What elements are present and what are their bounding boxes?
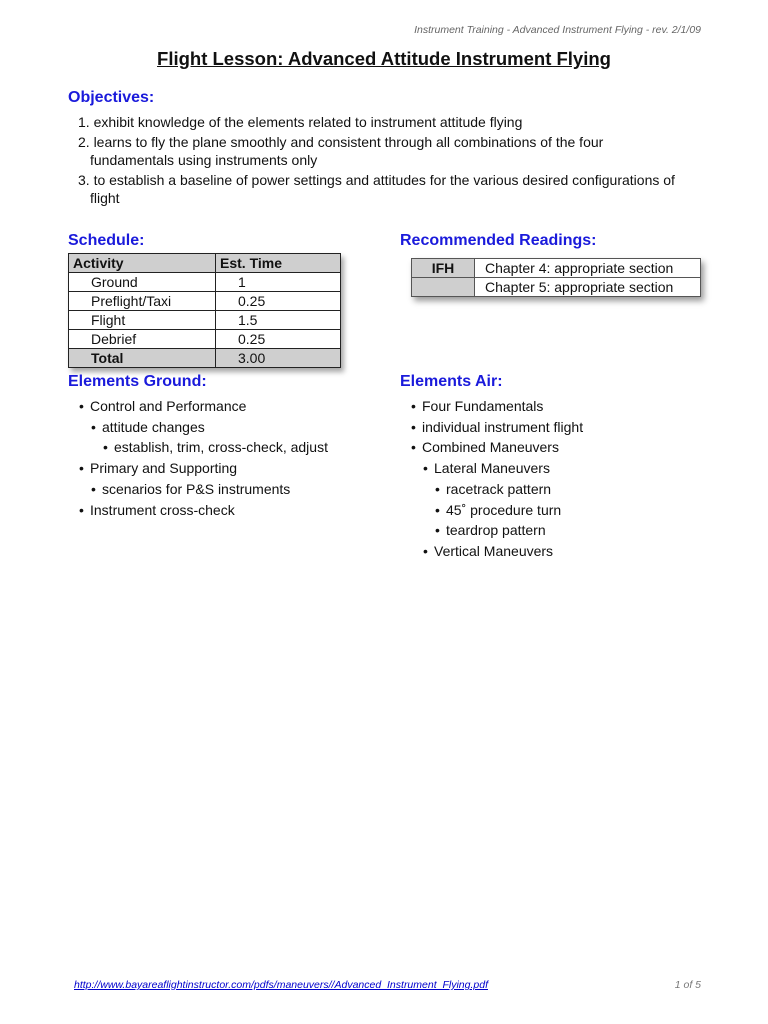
reading-text-cell: Chapter 4: appropriate section (475, 259, 701, 278)
list-item (411, 479, 583, 500)
bullet-icon: • (435, 501, 440, 518)
schedule-total-row (69, 349, 341, 368)
bullet-icon: • (435, 522, 440, 539)
schedule-row (69, 273, 341, 292)
bullet-icon: • (411, 418, 416, 435)
schedule-column-header: Est. Time (216, 254, 341, 273)
list-item (411, 437, 583, 458)
elements-ground-list (79, 396, 328, 520)
objectives-heading: Objectives: (68, 89, 155, 106)
list-item (79, 479, 328, 500)
objectives-list (78, 113, 688, 209)
list-item (79, 458, 328, 479)
schedule-column-header: Activity (69, 254, 216, 273)
schedule-activity-cell: Ground (69, 273, 216, 292)
schedule-row (69, 292, 341, 311)
list-item-text: scenarios for P&S instruments (102, 480, 291, 497)
list-item-text: 45˚ procedure turn (446, 501, 562, 518)
page-title: Flight Lesson: Advanced Attitude Instrument Flying (157, 48, 611, 69)
list-item-text: establish, trim, cross-check, adjust (114, 439, 328, 456)
objective-item: 3. to establish a baseline of power settings and attitudes for the various desired configurations of flight (78, 172, 675, 206)
schedule-time-cell: 1 (216, 273, 341, 292)
schedule-row (69, 311, 341, 330)
list-item-text: Combined Maneuvers (422, 439, 559, 456)
bullet-icon: • (91, 418, 96, 435)
schedule-time-cell: 0.25 (216, 292, 341, 311)
reading-row (412, 278, 701, 297)
list-item-text: Lateral Maneuvers (434, 460, 550, 477)
list-item-text: attitude changes (102, 418, 205, 435)
list-item-text: Primary and Supporting (90, 460, 238, 477)
list-item (411, 458, 583, 479)
schedule-activity-cell: Flight (69, 311, 216, 330)
list-item-text: Vertical Maneuvers (434, 542, 554, 559)
document-header-note: Instrument Training - Advanced Instrument Flying - rev. 2/1/09 (414, 24, 701, 36)
elements-air-heading: Elements Air: (400, 373, 503, 390)
schedule-activity-cell: Preflight/Taxi (69, 292, 216, 311)
list-item (411, 520, 583, 541)
bullet-icon: • (423, 460, 428, 477)
reading-row (412, 259, 701, 278)
list-item (79, 437, 328, 458)
objective-item: 1. exhibit knowledge of the elements related to instrument attitude flying (78, 114, 523, 130)
schedule-time-cell: 0.25 (216, 330, 341, 349)
list-item (79, 417, 328, 438)
bullet-icon: • (423, 542, 428, 559)
list-item (411, 500, 583, 521)
elements-ground-heading: Elements Ground: (68, 373, 207, 390)
reading-source-cell (412, 278, 475, 297)
page-number: 1 of 5 (674, 979, 701, 991)
list-item-text: teardrop pattern (446, 522, 546, 539)
schedule-table (68, 253, 341, 368)
bullet-icon: • (79, 398, 84, 414)
objective-item: 2. learns to fly the plane smoothly and consistent through all combinations of the four fundamentals using instruments only (78, 134, 604, 168)
bullet-icon: • (91, 480, 96, 497)
bullet-icon: • (411, 398, 416, 414)
schedule-header-row (69, 254, 341, 273)
elements-air-list (411, 396, 583, 562)
readings-heading: Recommended Readings: (400, 232, 597, 249)
list-item (79, 396, 328, 417)
schedule-total-time: 3.00 (216, 349, 341, 368)
bullet-icon: • (435, 480, 440, 497)
reading-source-cell: IFH (412, 259, 475, 278)
bullet-icon: • (79, 460, 84, 477)
list-item-text: Instrument cross-check (90, 501, 235, 518)
schedule-total-label: Total (69, 349, 216, 368)
list-item (411, 396, 583, 417)
list-item (79, 500, 328, 521)
bullet-icon: • (103, 439, 108, 456)
list-item-text: racetrack pattern (446, 480, 552, 497)
schedule-heading: Schedule: (68, 232, 145, 249)
footer-source-link[interactable]: http://www.bayareaflightinstructor.com/pdfs/maneuvers//Advanced_Instrument_Flying.pdf (74, 979, 488, 991)
reading-text-cell: Chapter 5: appropriate section (475, 278, 701, 297)
bullet-icon: • (411, 439, 416, 456)
bullet-icon: • (79, 501, 84, 518)
list-item-text: Control and Performance (90, 398, 247, 414)
list-item-text: individual instrument flight (422, 418, 584, 435)
list-item (411, 417, 583, 438)
list-item-text: Four Fundamentals (422, 398, 544, 414)
list-item (411, 541, 583, 562)
schedule-row (69, 330, 341, 349)
schedule-time-cell: 1.5 (216, 311, 341, 330)
schedule-activity-cell: Debrief (69, 330, 216, 349)
readings-table (411, 258, 701, 297)
